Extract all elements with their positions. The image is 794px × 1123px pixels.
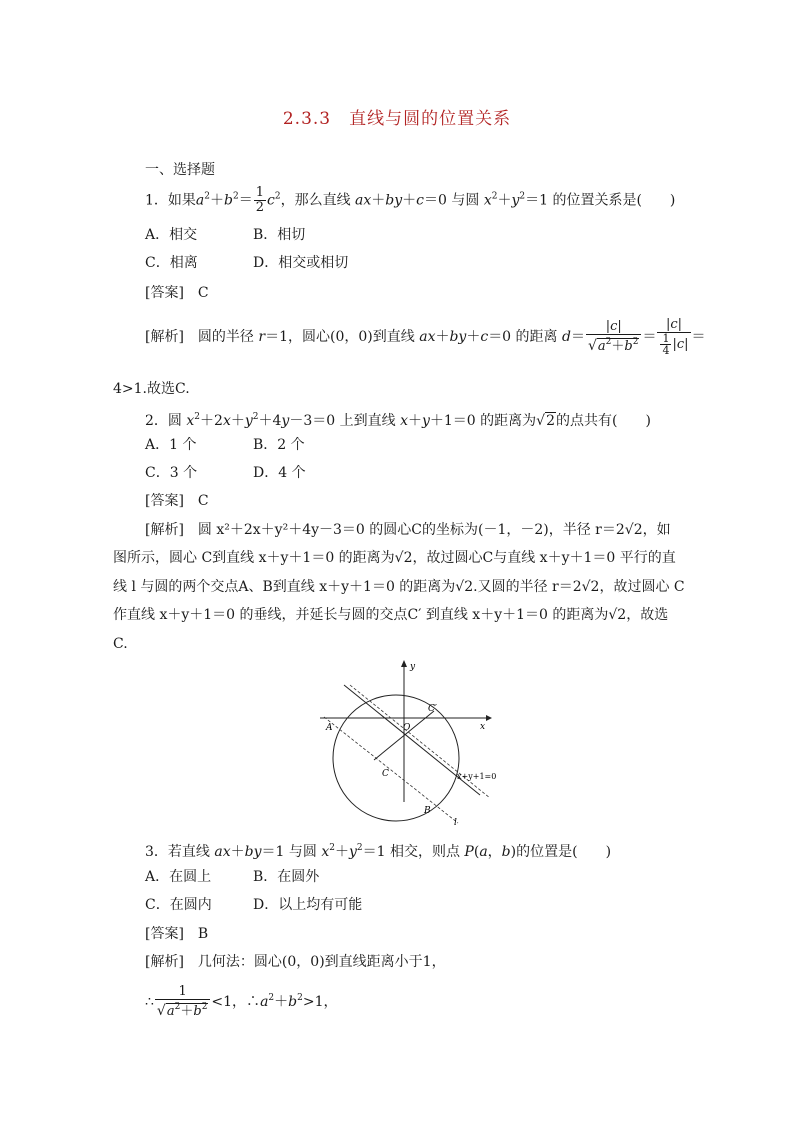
q3-analysis: [解析] 几何法：圆心(0，0)到直线距离小于1， — [145, 954, 446, 970]
label-line-equation: x+y+1=0 — [457, 772, 497, 781]
q2-answer: [答案] C — [145, 493, 209, 509]
parallel-line-upper — [350, 685, 490, 798]
q2-analysis-line-2: 图所示，圆心 C到直线 x＋y＋1＝0 的距离为√2，故过圆心C与直线 x＋y＋1＝0 平行的直 — [113, 550, 676, 566]
q1-option-a: A．相交 — [145, 227, 198, 243]
parallel-line-l — [324, 717, 458, 823]
q2-option-b: B．2 个 — [253, 437, 305, 453]
q1-analysis-continued: 4>1.故选C. — [113, 381, 190, 397]
question-3-stem: 3．若直线 ax＋by＝1 与圆 $x^2+y^2=1$ 相交，则点 P(a，b)的位置是( ) — [145, 843, 612, 860]
label-y: y — [410, 662, 416, 672]
q3-answer: [答案] B — [145, 926, 209, 942]
question-2-stem: 2．圆 $x^2+2x+y^2+4y-3=0$ 上到直线 x＋y＋1＝0 的距离为√2的点共有( ) — [145, 412, 651, 429]
q3-conclusion: ∴ $\frac{1}{√a^2+b^2}$ <1，$\therefore a^2+b^2>1$， — [145, 984, 338, 1019]
x-axis-arrow — [486, 715, 492, 721]
label-line-l: l — [454, 818, 457, 828]
label-origin: O — [403, 723, 411, 733]
label-center-c: C — [382, 769, 389, 779]
fraction-simplified: |c| $\frac{1}{4}$ |c| — [657, 318, 690, 356]
q1-answer: [答案] C — [145, 285, 209, 301]
q2-analysis-line-5: C. — [113, 636, 128, 652]
fraction-distance: $\frac{|c|}{√a^2+b^2}$ — [586, 320, 642, 354]
section-heading: 一、选择题 — [145, 162, 215, 178]
q1-option-c: C．相离 — [145, 255, 198, 271]
label-x: x — [480, 722, 486, 732]
question-1-stem: 1．如果$a^2+b^2=$ $\frac{1}{2}$ $c^2$，那么直线 ax＋by＋c＝0 与圆 $x^2+y^2=1$ 的位置关系是( ) — [145, 185, 676, 215]
q2-option-c: C．3 个 — [145, 465, 198, 481]
q3-option-c: C．在圆内 — [145, 897, 212, 913]
q2-analysis-line-4: 作直线 x＋y＋1＝0 的垂线，并延长与圆的交点C′ 到直线 x＋y＋1＝0 的距离为√2，故选 — [113, 607, 669, 623]
q2-option-a: A．1 个 — [145, 437, 197, 453]
q3-option-b: B．在圆外 — [253, 869, 320, 885]
fraction-half: $\frac{1}{2}$ — [255, 185, 264, 215]
q3-option-d: D．以上均有可能 — [253, 897, 363, 913]
label-point-a: A — [326, 723, 333, 733]
q2-analysis-line-3: 线 l 与圆的两个交点A、B到直线 x＋y＋1＝0 的距离为√2.又圆的半径 r＝2√2，故过圆心 C — [113, 579, 685, 595]
circle-line-figure — [310, 655, 500, 830]
fraction-reciprocal-distance: $\frac{1}{√a^2+b^2}$ — [155, 985, 211, 1019]
label-point-c-prime: C′ — [428, 704, 437, 714]
q3-option-a: A．在圆上 — [145, 869, 212, 885]
q1-option-b: B．相切 — [253, 227, 306, 243]
q2-option-d: D．4 个 — [253, 465, 306, 481]
label-point-b: B — [424, 806, 431, 816]
y-axis-arrow — [401, 660, 407, 667]
page-title: 2.3.3 直线与圆的位置关系 — [282, 109, 512, 129]
q1-option-d: D．相交或相切 — [253, 255, 349, 271]
q2-analysis-line-1: [解析] 圆 x²＋2x＋y²＋4y－3＝0 的圆心C的坐标为(－1，－2)，半径 r＝2√2，如 — [145, 522, 671, 538]
q1-analysis: [解析] 圆的半径 r＝1，圆心(0，0)到直线 ax＋by＋c＝0 的距离 d＝ $\frac{|c|}{√a^2+b^2}$ ＝ |c| $\frac{1}{4}$ |c| ＝ — [145, 317, 706, 357]
